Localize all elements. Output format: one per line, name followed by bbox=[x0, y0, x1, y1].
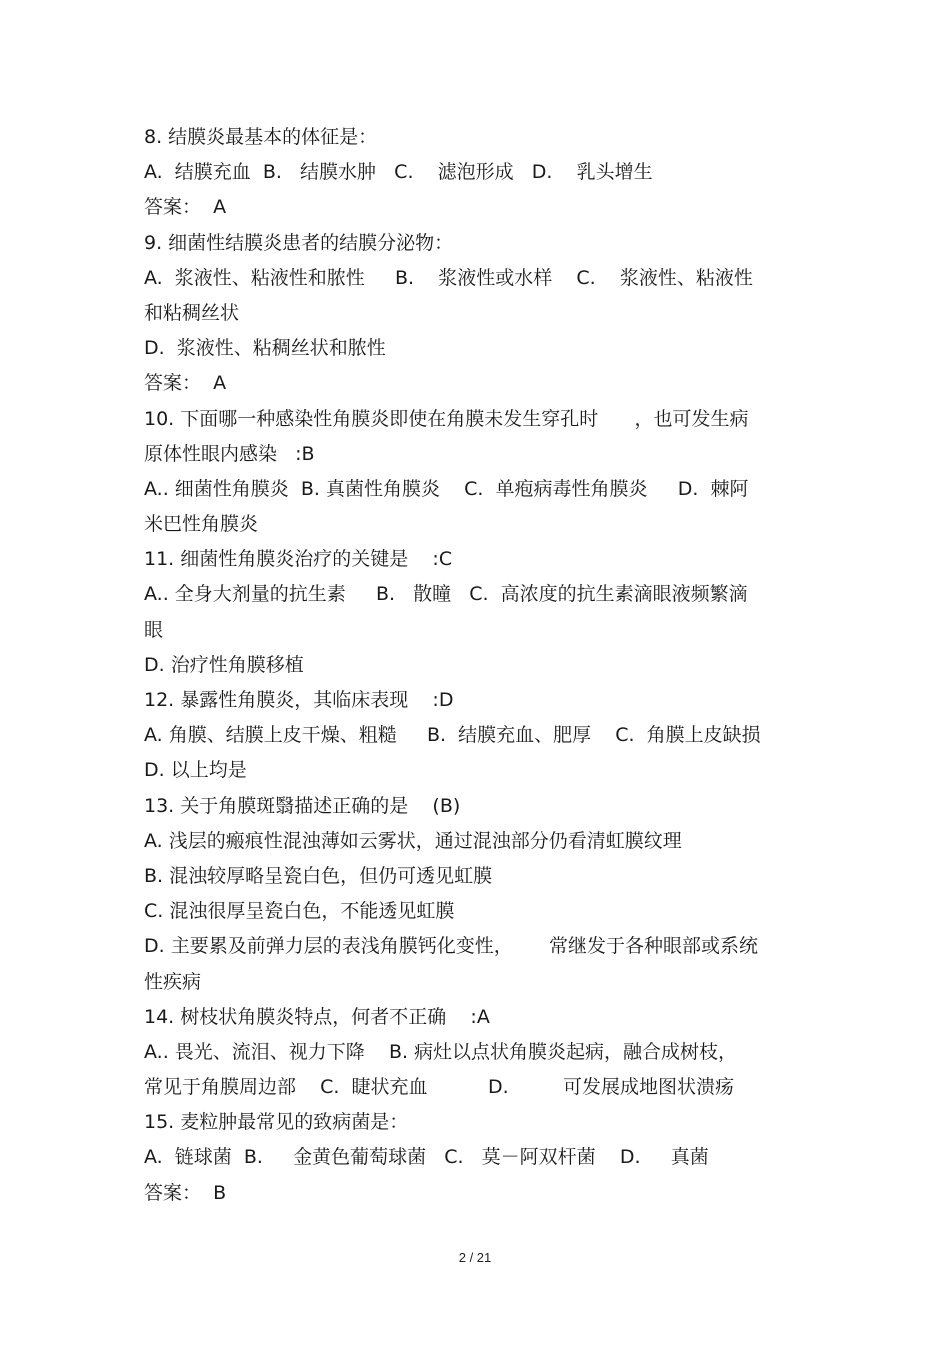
text-line: 8. 结膜炎最基本的体征是： bbox=[144, 126, 378, 148]
text-line: 9. 细菌性结膜炎患者的结膜分泌物： bbox=[144, 231, 454, 254]
text-line: 原体性眼内感染 :B bbox=[144, 442, 315, 465]
text-line: A. 浆液性、粘液性和脓性 B. 浆液性或水样 C. 浆液性、粘液性 bbox=[144, 266, 753, 289]
text-line: A.. 全身大剂量的抗生素 B. 散瞳 C. 高浓度的抗生素滴眼液频繁滴 bbox=[144, 583, 748, 606]
text-line: 13. 关于角膜斑翳描述正确的是 (B) bbox=[144, 794, 461, 817]
text-line: 答案： B bbox=[144, 1181, 227, 1204]
text-line: C. 混浊很厚呈瓷白色，不能透见虹膜 bbox=[144, 900, 455, 923]
text-line: A. 链球菌 B. 金黄色葡萄球菌 C. 莫－阿双杆菌 D. 真菌 bbox=[144, 1146, 709, 1169]
text-line: A. 浅层的瘢痕性混浊薄如云雾状，通过混浊部分仍看清虹膜纹理 bbox=[144, 829, 682, 852]
text-line: B. 混浊较厚略呈瓷白色，但仍可透见虹膜 bbox=[144, 864, 493, 887]
text-line: A. 结膜充血 B. 结膜水肿 C. 滤泡形成 D. 乳头增生 bbox=[144, 161, 653, 184]
text-line: 14. 树枝状角膜炎特点，何者不正确 :A bbox=[144, 1005, 490, 1028]
text-line: A. 角膜、结膜上皮干燥、粗糙 B. 结膜充血、肥厚 C. 角膜上皮缺损 bbox=[144, 724, 761, 747]
text-line: D. 治疗性角膜移植 bbox=[144, 653, 304, 676]
text-line: 米巴性角膜炎 bbox=[144, 513, 259, 536]
text-line: 答案： A bbox=[144, 372, 227, 395]
text-line: A.. 畏光、流泪、视力下降 B. 病灶以点状角膜炎起病，融合成树枝， bbox=[144, 1040, 738, 1063]
page-number: 2 / 21 bbox=[458, 1250, 492, 1265]
text-line: A.. 细菌性角膜炎 B. 真菌性角膜炎 C. 单疱病毒性角膜炎 D. 棘阿 bbox=[144, 477, 749, 500]
text-line: 11. 细菌性角膜炎治疗的关键是 :C bbox=[144, 548, 453, 571]
text-line: 性疾病 bbox=[144, 970, 202, 993]
text-line: 15. 麦粒肿最常见的致病菌是： bbox=[144, 1111, 409, 1134]
text-line: D. 浆液性、粘稠丝状和脓性 bbox=[144, 337, 386, 360]
text-line: D. 以上均是 bbox=[144, 759, 247, 782]
text-line: 眼 bbox=[144, 618, 164, 641]
text-line: 10. 下面哪一种感染性角膜炎即使在角膜未发生穿孔时 ，也可发生病 bbox=[144, 407, 749, 430]
page-content bbox=[144, 120, 804, 1211]
text-line: 答案： A bbox=[144, 196, 227, 219]
text-line: 和粘稠丝状 bbox=[144, 301, 240, 324]
text-line: D. 主要累及前弹力层的表浅角膜钙化变性， 常继发于各种眼部或系统 bbox=[144, 935, 758, 958]
text-line: 12. 暴露性角膜炎，其临床表现 :D bbox=[144, 689, 454, 711]
text-line: 常见于角膜周边部 C. 睫状充血 D. 可发展成地图状溃疡 bbox=[144, 1076, 734, 1099]
